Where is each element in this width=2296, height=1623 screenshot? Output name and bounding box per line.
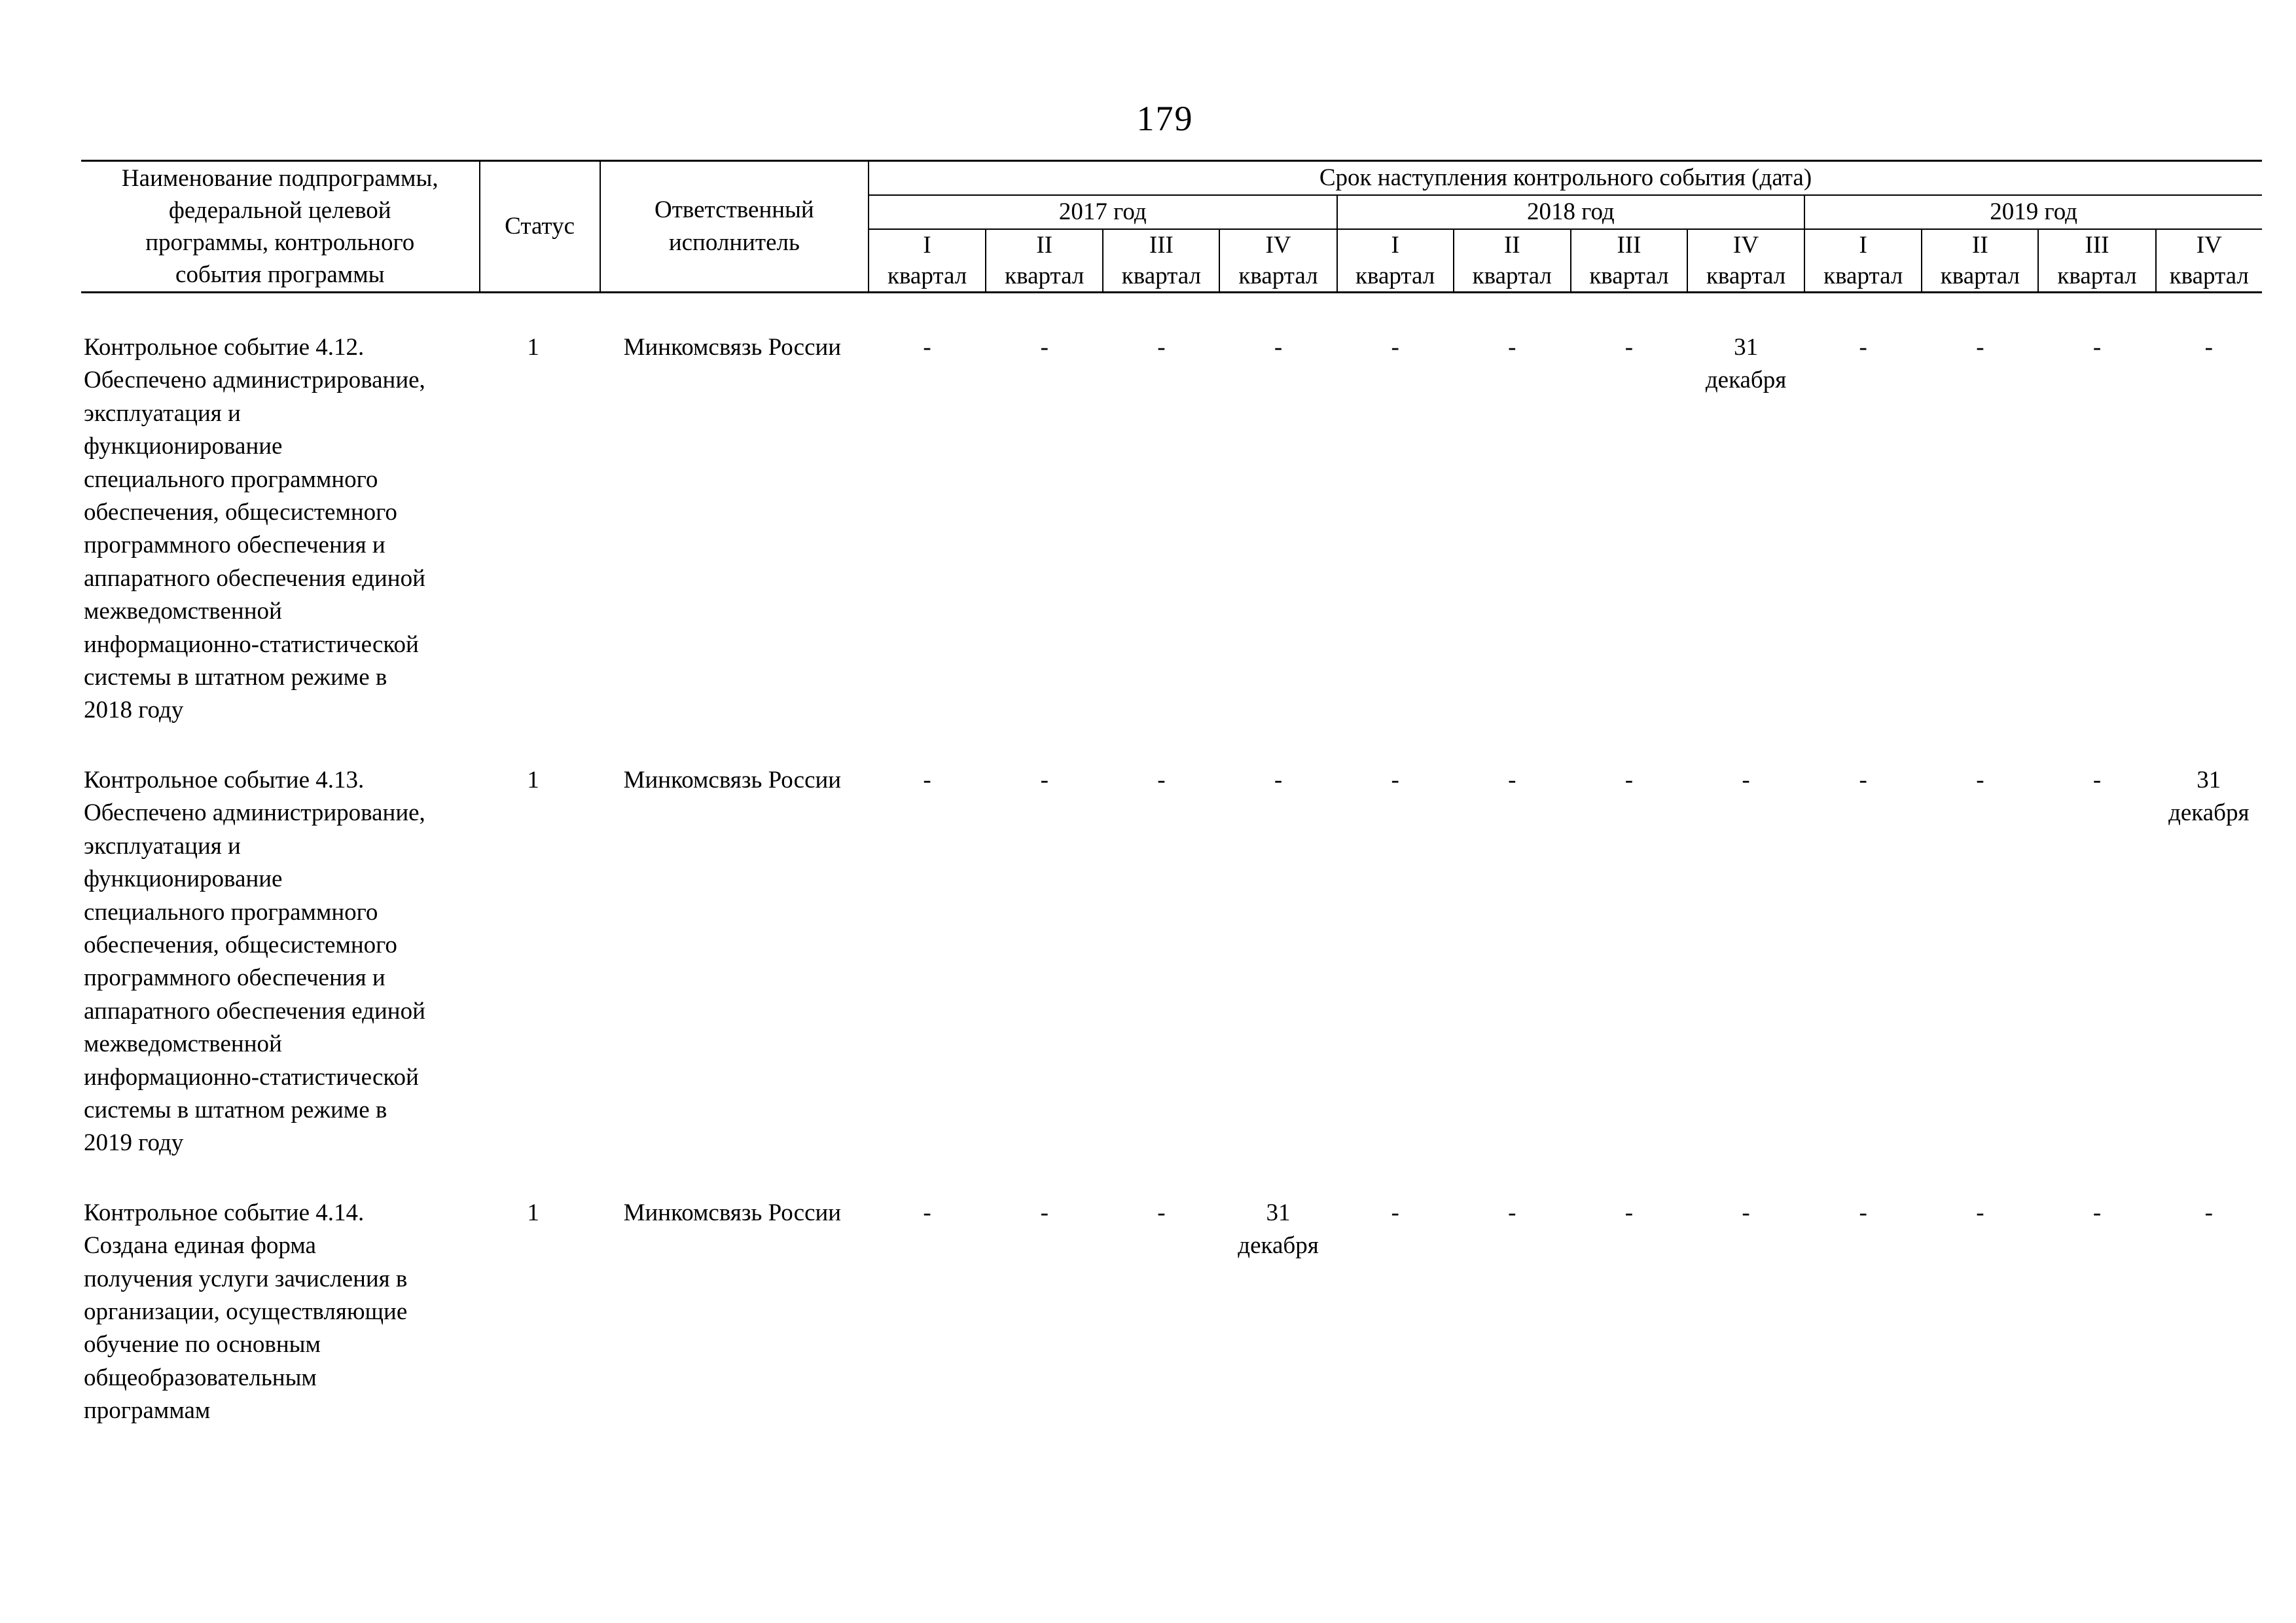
event-name-line: эксплуатация и xyxy=(84,399,241,427)
deadline-date xyxy=(1219,1197,1336,1262)
event-name-line: Создана единая форма xyxy=(84,1232,316,1260)
quarter-numeral: II xyxy=(1036,232,1053,259)
event-name-line: обеспечения, общесистемного xyxy=(84,499,397,526)
quarter-cell-dash: - xyxy=(923,334,931,361)
deadline-day: 31 xyxy=(2197,766,2221,793)
quarter-cell-dash: - xyxy=(1391,334,1399,361)
quarter-cell-dash: - xyxy=(2204,1199,2213,1226)
quarter-cell-dash: - xyxy=(1157,1199,1166,1226)
event-name-line: Контрольное событие 4.14. xyxy=(84,1199,365,1226)
event-name-line: специального программного xyxy=(84,898,378,926)
quarter-cell-dash: - xyxy=(1508,1199,1516,1226)
event-row xyxy=(81,1197,2262,1428)
quarter-numeral: I xyxy=(1391,232,1399,259)
quarter-cell xyxy=(1687,331,1804,727)
quarter-cell-dash: - xyxy=(1157,766,1166,793)
quarter-cell-dash: - xyxy=(1859,1199,1867,1226)
quarter-cell-dash: - xyxy=(923,766,931,793)
event-name-cell xyxy=(81,764,480,1160)
header-quarter xyxy=(2038,229,2155,293)
quarter-cell-dash: - xyxy=(1274,334,1283,361)
quarter-cell-dash: - xyxy=(1040,766,1049,793)
quarter-cell-dash: - xyxy=(1157,334,1166,361)
event-name-cell xyxy=(81,331,480,727)
spacer-row xyxy=(81,727,2262,764)
quarter-label: квартал xyxy=(1121,263,1201,289)
quarter-cell-dash: - xyxy=(1040,1199,1049,1226)
quarter-cell-dash: - xyxy=(2092,766,2102,793)
spacer-cell xyxy=(81,727,2262,764)
quarter-numeral: IV xyxy=(2196,232,2222,259)
event-name-line: системы в штатном режиме в xyxy=(84,1096,387,1123)
quarter-numeral: IV xyxy=(1265,232,1291,259)
event-status: 1 xyxy=(527,334,539,361)
spacer-cell xyxy=(81,293,2262,332)
event-executor: Минкомсвязь России xyxy=(623,766,842,793)
event-name-line: Контрольное событие 4.12. xyxy=(84,334,365,361)
quarter-cell-dash: - xyxy=(1976,766,1984,793)
event-name-line: обеспечения, общесистемного xyxy=(84,931,397,958)
spacer-row xyxy=(81,1160,2262,1197)
quarter-label: квартал xyxy=(1823,263,1903,289)
deadline-month: декабря xyxy=(2168,799,2250,826)
event-name-line: межведомственной xyxy=(84,1030,282,1058)
quarter-label: квартал xyxy=(1472,263,1552,289)
quarter-cell-dash: - xyxy=(1624,766,1634,793)
deadline-day: 31 xyxy=(1266,1199,1291,1226)
event-name-line: межведомственной xyxy=(84,598,282,625)
quarter-numeral: IV xyxy=(1733,232,1759,259)
quarter-cell-dash: - xyxy=(1976,334,1984,361)
quarter-cell-dash: - xyxy=(2092,1199,2102,1226)
quarter-cell-dash: - xyxy=(1742,1199,1750,1226)
header-quarter xyxy=(1337,229,1454,293)
event-name-line: программного обеспечения и xyxy=(84,532,386,559)
quarter-label: квартал xyxy=(1589,263,1669,289)
header-status-column: Статус xyxy=(480,161,600,293)
deadline-month: декабря xyxy=(1705,367,1787,393)
header-name-line: программы, контрольного xyxy=(145,229,415,256)
spacer-cell xyxy=(81,1160,2262,1197)
event-name-line: специального программного xyxy=(84,465,378,493)
header-quarter xyxy=(1103,229,1219,293)
event-name-line: получения услуги зачисления в xyxy=(84,1265,408,1292)
event-executor: Минкомсвязь России xyxy=(623,1199,842,1226)
header-quarter xyxy=(2156,229,2262,293)
header-quarter xyxy=(1454,229,1571,293)
quarter-label: квартал xyxy=(887,263,967,289)
event-name-line: Контрольное событие 4.13. xyxy=(84,766,365,793)
event-name-line: 2018 году xyxy=(84,697,184,724)
event-name-line: общеобразовательным xyxy=(84,1364,317,1391)
event-name-line: программам xyxy=(84,1397,211,1425)
event-name-line: аппаратного обеспечения единой xyxy=(84,997,425,1025)
table-header xyxy=(81,161,2262,293)
quarter-cell-dash: - xyxy=(2204,334,2213,361)
quarter-cell-dash: - xyxy=(1859,766,1867,793)
quarter-numeral: III xyxy=(1617,232,1641,259)
header-quarter xyxy=(1687,229,1804,293)
quarter-cell-dash: - xyxy=(1742,766,1750,793)
header-year-2018: 2018 год xyxy=(1337,195,1805,229)
quarter-cell-dash: - xyxy=(1859,334,1867,361)
quarter-cell-dash: - xyxy=(1508,334,1516,361)
quarter-numeral: II xyxy=(1972,232,1988,259)
event-name-line: Обеспечено администрирование, xyxy=(84,799,425,827)
quarter-cell-dash: - xyxy=(1976,1199,1984,1226)
header-year-2019: 2019 год xyxy=(1804,195,2262,229)
quarter-label: квартал xyxy=(1005,263,1085,289)
header-quarter xyxy=(1922,229,2038,293)
quarter-numeral: III xyxy=(2085,232,2109,259)
header-name-line: события программы xyxy=(175,261,385,288)
event-name-cell xyxy=(81,1197,480,1428)
spacer-row xyxy=(81,293,2262,332)
event-status: 1 xyxy=(527,1199,539,1226)
deadline-day: 31 xyxy=(1734,334,1759,361)
header-quarter xyxy=(1571,229,1687,293)
quarter-numeral: I xyxy=(1859,232,1867,259)
event-name-line: аппаратного обеспечения единой xyxy=(84,564,425,592)
quarter-label: квартал xyxy=(1940,263,2020,289)
quarter-cell-dash: - xyxy=(1624,334,1634,361)
quarter-cell-dash: - xyxy=(1274,766,1283,793)
event-name-line: обучение по основным xyxy=(84,1331,321,1359)
event-name-line: системы в штатном режиме в xyxy=(84,664,387,691)
header-quarter xyxy=(869,229,986,293)
quarter-cell-dash: - xyxy=(923,1199,931,1226)
header-name-column xyxy=(81,161,480,293)
header-executor-column xyxy=(600,161,869,293)
event-row xyxy=(81,764,2262,1160)
header-executor-line: Ответственный xyxy=(654,196,814,223)
header-executor-line: исполнитель xyxy=(668,229,800,256)
page-number: 179 xyxy=(1136,99,1194,138)
event-status: 1 xyxy=(527,766,539,793)
header-name-line: федеральной целевой xyxy=(168,197,391,224)
table-body xyxy=(81,293,2262,1428)
quarter-cell-dash: - xyxy=(1508,766,1516,793)
event-name-line: функционирование xyxy=(84,433,283,460)
event-executor: Минкомсвязь России xyxy=(623,334,842,361)
quarter-cell-dash: - xyxy=(1391,766,1399,793)
deadline-date xyxy=(1687,331,1804,397)
header-row-group xyxy=(81,161,2262,196)
header-quarter xyxy=(986,229,1103,293)
quarter-label: квартал xyxy=(1355,263,1435,289)
quarter-numeral: III xyxy=(1149,232,1174,259)
event-name-line: функционирование xyxy=(84,866,283,893)
event-name-line: Обеспечено администрирование, xyxy=(84,367,425,394)
quarter-cell xyxy=(2156,764,2262,1160)
quarter-numeral: II xyxy=(1503,232,1520,259)
quarter-cell xyxy=(1219,1197,1336,1428)
quarter-cell-dash: - xyxy=(1391,1199,1399,1226)
event-name-line: программного обеспечения и xyxy=(84,964,386,992)
quarter-label: квартал xyxy=(1238,263,1318,289)
event-name-line: информационно-статистической xyxy=(84,1063,419,1091)
control-events-table xyxy=(81,160,2262,1428)
deadline-month: декабря xyxy=(1238,1231,1319,1259)
quarter-label: квартал xyxy=(1706,263,1786,289)
quarter-label: квартал xyxy=(2057,263,2137,289)
event-row xyxy=(81,331,2262,727)
header-quarter xyxy=(1219,229,1336,293)
deadline-date xyxy=(2156,764,2262,830)
quarter-numeral: I xyxy=(923,232,931,259)
header-year-2017: 2017 год xyxy=(869,195,1337,229)
header-name-line: Наименование подпрограммы, xyxy=(121,165,439,192)
quarter-label: квартал xyxy=(2169,263,2249,289)
header-deadline-group: Срок наступления контрольного события (дата) xyxy=(869,161,2262,196)
event-name-line: эксплуатация и xyxy=(84,832,241,860)
quarter-cell-dash: - xyxy=(2092,334,2102,361)
event-name-line: 2019 году xyxy=(84,1129,184,1157)
event-name-line: информационно-статистической xyxy=(84,630,419,658)
quarter-cell-dash: - xyxy=(1040,334,1049,361)
quarter-cell-dash: - xyxy=(1624,1199,1634,1226)
header-quarter xyxy=(1804,229,1922,293)
event-name-line: организации, осуществляющие xyxy=(84,1298,408,1325)
